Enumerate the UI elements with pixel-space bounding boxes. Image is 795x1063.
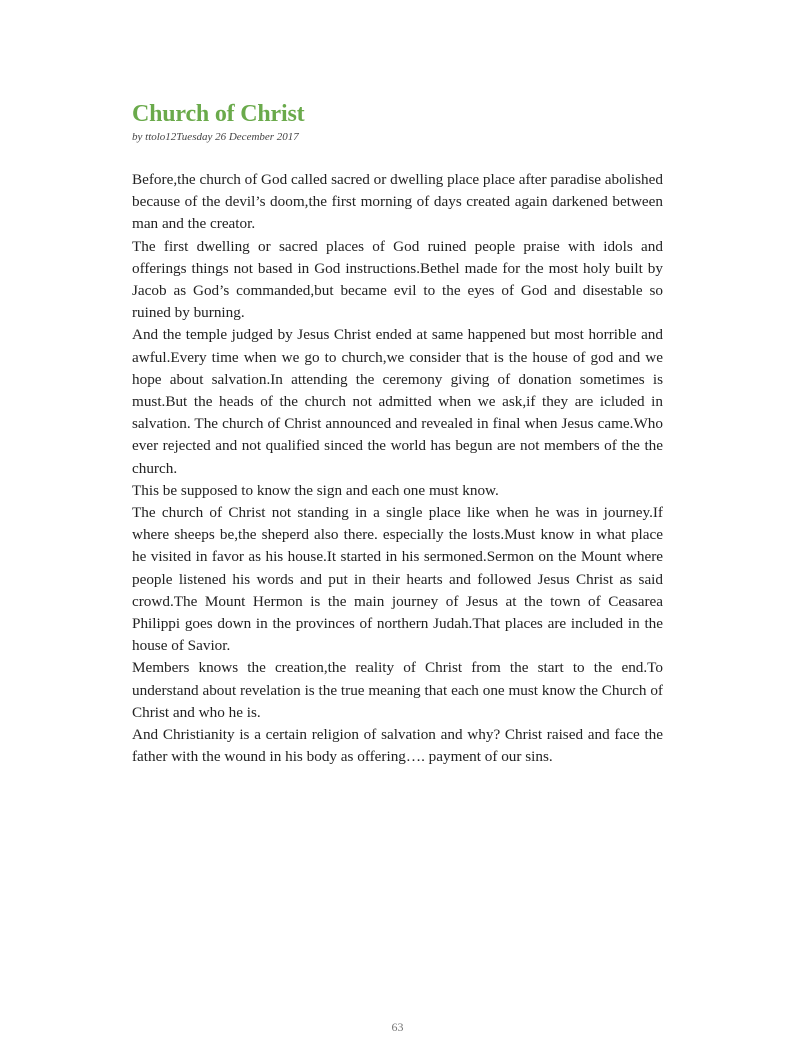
- paragraph: Members knows the creation,the reality of Christ from the start to the end.To understand about revelation is the true meaning that each one must know the Church of Christ and who he is.: [132, 659, 663, 721]
- document-page: [132, 100, 663, 768]
- page-number: 63: [391, 1020, 404, 1034]
- paragraph: The first dwelling or sacred places of God ruined people praise with idols and offerings things not based in God instructions.Bethel made for the most holy built by Jacob as God’s commanded,but became evil to the eyes of God and disestable so ruined by burning.: [132, 237, 663, 322]
- paragraph: The church of Christ not standing in a single place like when he was in journey.If where sheeps be,the sheperd also there. especially the losts.Must know in what place he visited in favor as his house.It started in his sermoned.Sermon on the Mount where people listened his words and put in their hearts and followed Jesus Christ as said crowd.The Mount Hermon is the main journey of Jesus at the town of Ceasarea Philippi goes down in the provinces of northern Judah.That places are included in the house of Savior.: [132, 504, 663, 655]
- paragraph: And Christianity is a certain religion of salvation and why? Christ raised and face the father with the wound in his body as offering…. payment of our sins.: [132, 726, 663, 766]
- article-body: [132, 169, 663, 768]
- paragraph: Before,the church of God called sacred or dwelling place place after paradise abolished because of the devil’s doom,the first morning of days created again darkened between man and the creator.: [132, 171, 663, 233]
- article-title: Church of Christ: [132, 101, 305, 127]
- article-byline: by ttolo12Tuesday 26 December 2017: [132, 131, 299, 143]
- paragraph: And the temple judged by Jesus Christ ended at same happened but most horrible and awful.Every time when we go to church,we consider that is the house of god and we hope about salvation.In attending the ceremony giving of donation sometimes is must.But the heads of the church not admitted when we ask,if they are icluded in salvation. The church of Christ announced and revealed in final when Jesus came.Who ever rejected and not qualified sinced the world has begun are not members of the the church.: [132, 326, 663, 477]
- paragraph: This be supposed to know the sign and each one must know.: [132, 481, 499, 499]
